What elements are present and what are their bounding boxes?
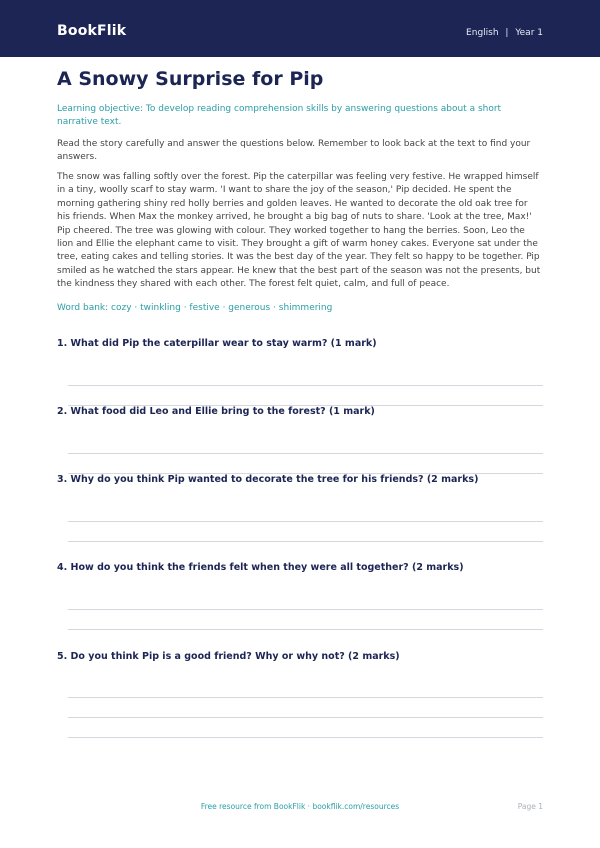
question-text: 5. Do you think Pip is a good friend? Why or why not? (2 marks) [57, 651, 400, 662]
answer-line[interactable] [68, 453, 543, 454]
subject-label: English [466, 28, 499, 38]
question-3 [57, 473, 543, 487]
page-header [0, 0, 600, 57]
question-5 [57, 650, 543, 664]
brand-logo-text: BookFlik [57, 23, 127, 39]
answer-line[interactable] [68, 609, 543, 610]
subject-year-label [466, 28, 543, 38]
instructions: Read the story carefully and answer the questions below. Remember to look back at the text to find your answers. [57, 139, 531, 162]
question-text: 3. Why do you think Pip wanted to decorate the tree for his friends? (2 marks) [57, 474, 479, 485]
story-text: The snow was falling softly over the forest. Pip the caterpillar was feeling very festive. He wrapped himself in a tiny, woolly scarf to stay warm. 'I want to share the joy of the season,' Pip decided. He spent the morning gathering shiny red holly berries and golden leaves. He wanted to decorate the old oak tree for his friends. When Max the monkey arrived, he brought a big bag of nuts to share. 'Look at the tree, Max!' Pip cheered. The tree was glowing with colour. They worked together to hang the berries. Soon, Leo the lion and Ellie the elephant came to visit. They brought a gift of warm honey cakes. Everyone sat under the tree, eating cakes and telling stories. It was the best day of the year. They felt so happy to be together. Pip smiled as he watched the stars appear. He knew that the best part of the season was not the presents, but the kindness they shared with each other. The forest felt quiet, calm, and full of peace. [57, 172, 541, 290]
question-2 [57, 405, 543, 419]
footer-credit-link[interactable]: Free resource from BookFlik · bookflik.com/resources [200, 802, 400, 811]
answer-line[interactable] [68, 521, 543, 522]
question-text: 2. What food did Leo and Ellie bring to the forest? (1 mark) [57, 406, 375, 417]
answer-line[interactable] [68, 717, 543, 718]
answer-line[interactable] [68, 629, 543, 630]
year-label: Year 1 [515, 28, 543, 38]
meta-separator: | [505, 28, 509, 38]
worksheet-intro [57, 64, 543, 314]
learning-objective: Learning objective: To develop reading comprehension skills by answering questions about a short narrative text. [57, 104, 502, 127]
question-text: 1. What did Pip the caterpillar wear to stay warm? (1 mark) [57, 338, 377, 349]
answer-line[interactable] [68, 697, 543, 698]
answer-line[interactable] [68, 541, 543, 542]
question-4 [57, 561, 543, 575]
answer-line[interactable] [68, 737, 543, 738]
question-1 [57, 337, 543, 351]
word-bank: Word bank: cozy · twinkling · festive · generous · shimmering [57, 302, 333, 313]
answer-line[interactable] [68, 385, 543, 386]
page-number: Page 1 [517, 802, 543, 811]
page-title: A Snowy Surprise for Pip [57, 68, 324, 90]
question-text: 4. How do you think the friends felt when they were all together? (2 marks) [57, 562, 464, 573]
